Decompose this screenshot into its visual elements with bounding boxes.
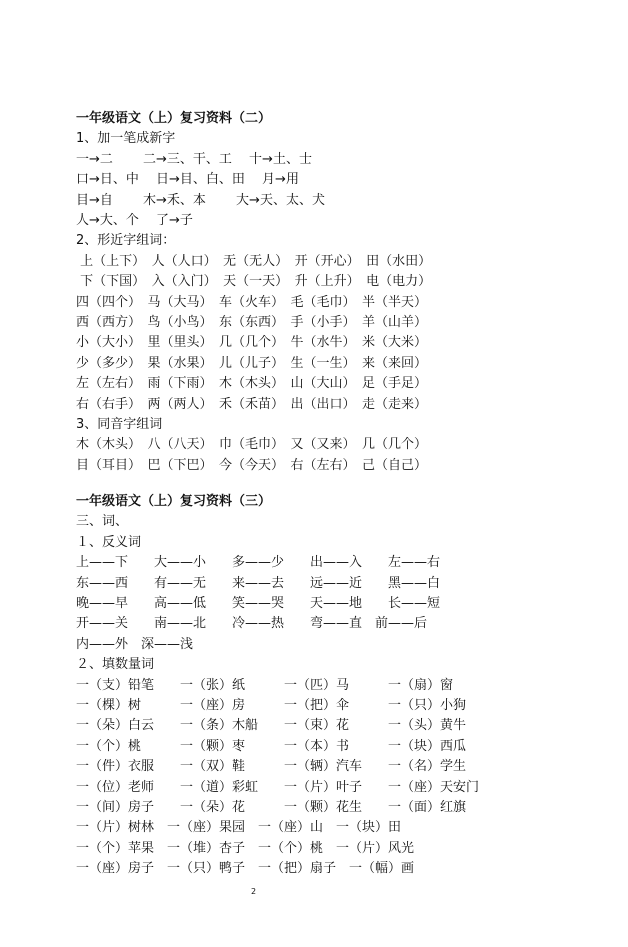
text-line: 一（件）衣服 一（双）鞋 一（辆）汽车 一（名）学生 [76, 759, 467, 775]
text-line: 一（间）房子 一（朵）花 一（颗）花生 一（面）红旗 [76, 800, 467, 815]
text-line: 一（座）房子 一（只）鸭子 一（把）扇子 一（幅）画 [76, 861, 415, 877]
section-heading: 三、词、 [76, 514, 129, 530]
section-heading: １、反义词 [76, 534, 142, 550]
text-line: 少（多少） 果（水果） 儿（儿子） 生（一生） 来（来回） [76, 355, 428, 371]
text-line: 一→二 二→三、干、工 十→土、士 [76, 151, 312, 167]
section-heading: 1、加一笔成新字 [76, 131, 176, 147]
text-line: 上——下 大——小 多——少 出——入 左——右 [76, 555, 441, 571]
text-line: 左（左右） 雨（下雨） 木（木头） 山（大山） 足（手足） [76, 376, 428, 392]
text-line: 口→日、中 日→目、白、田 月→用 [76, 172, 299, 188]
text-line: 木（木头） 八（八天） 巾（毛巾） 又（又来） 几（几个） [76, 437, 428, 453]
text-line: 晚——早 高——低 笑——哭 天——地 长——短 [76, 596, 441, 611]
text-line: 一（支）铅笔 一（张）纸 一（匹）马 一（扇）窗 [76, 677, 454, 693]
text-line: 目→自 木→禾、本 大→天、太、犬 [76, 192, 325, 208]
section-heading: 3、同音字组词 [76, 417, 163, 432]
text-line: 开——关 南——北 冷——热 弯——直 前——后 [76, 616, 428, 632]
text-line: 右（右手） 两（两人） 禾（禾苗） 出（出口） 走（走来） [76, 396, 428, 412]
text-line: 上（上下） 人（人口） 无（无人） 开（开心） 田（水田） [76, 253, 432, 269]
page-number: 2 [250, 887, 257, 896]
text-line: 西（西方） 鸟（小鸟） 东（东西） 手（小手） 羊（山羊） [76, 315, 428, 330]
text-line: 内——外 深——浅 [76, 636, 194, 652]
text-line: 一（个）苹果 一（堆）杏子 一（个）桃 一（片）风光 [76, 840, 415, 856]
text-line: 一（位）老师 一（道）彩虹 一（片）叶子 一（座）天安门 [76, 779, 480, 795]
section-heading: 2、形近字组词： [76, 233, 176, 249]
section-title: 一年级语文（上）复习资料（二） [76, 111, 272, 126]
text-line: 一（棵）树 一（座）房 一（把）伞 一（只）小狗 [76, 698, 467, 713]
section-heading: ２、填数量词 [76, 657, 155, 673]
text-line: 人→大、个 了→子 [76, 213, 193, 228]
text-line: 下（下国） 入（入门） 天（一天） 升（上升） 电（电力） [76, 274, 432, 290]
text-line: 东——西 有——无 来——去 远——近 黑——白 [76, 575, 441, 591]
text-line: 目（耳目） 巴（下巴） 今（今天） 右（左右） 己（自己） [76, 457, 428, 473]
text-line: 一（朵）白云 一（条）木船 一（束）花 一（头）黄牛 [76, 718, 467, 734]
text-line: 一（片）树林 一（座）果园 一（座）山 一（块）田 [76, 820, 402, 836]
text-line: 一（个）桃 一（颗）枣 一（本）书 一（块）西瓜 [76, 738, 467, 754]
section-title: 一年级语文（上）复习资料（三） [76, 494, 272, 509]
text-line: 四（四个） 马（大马） 车（火车） 毛（毛巾） 半（半天） [76, 294, 428, 310]
text-line: 小（大小） 里（里头） 几（几个） 牛（水牛） 米（大米） [76, 335, 428, 351]
